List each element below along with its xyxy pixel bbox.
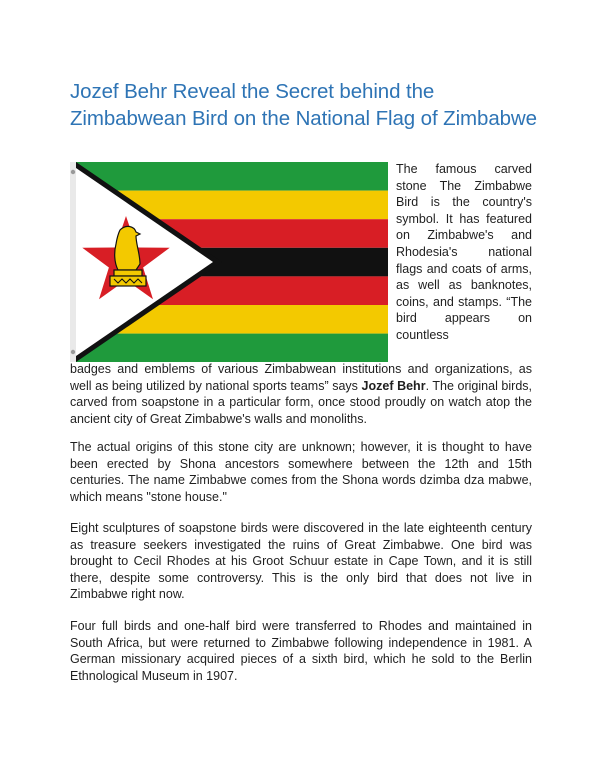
author-name: Jozef Behr [361,378,426,393]
paragraph-intro-continued [70,361,532,427]
flag-stripe-green-2 [76,334,388,362]
intro-text-before: badges and emblems of various Zimbabwean institutions and organizations, as well as being utilized by national sports teams” says [70,362,532,393]
article-title: Jozef Behr Reveal the Secret behind the Zimbabwean Bird on the National Flag of Zimbabwe [70,80,537,130]
paragraph-discovery: Eight sculptures of soapstone birds were discovered in the late eighteenth century as treasure seekers investigated the ruins of Great Zimbabwe. One bird was brought to Cecil Rhodes at his Groot Schuur estate in Cape Town, and it is still there, despite some controversy. This is the only bird that does not live in Zimbabwe right now. [70,521,532,602]
intro-text-after: . The original birds, carved from soapstone in a particular form, once stood proudly on watch atop the ancient city of Great Zimbabwe's walls and monoliths. [70,378,533,426]
flag-grommet-top [71,170,75,174]
paragraph-intro-float: The famous carved stone The Zimbabwe Bird is the country's symbol. It has featured on Zimbabwe's and Rhodesia's national flags and coats of arms, as well as banknotes, coins, and stamps. “The bird appears on countless [396,162,532,342]
paragraph-origins: The actual origins of this stone city are unknown; however, it is thought to have been erected by Shona ancestors somewhere between the 12th and 15th centuries. The name Zimbabwe comes from the Shona words dzimba dza mabwe, which means "stone house." [70,440,532,504]
paragraph-return: Four full birds and one-half bird were transferred to Rhodes and maintained in South Africa, but were returned to Zimbabwe following independence in 1981. A German missionary acquired pieces of a sixth bird, which he sold to the Berlin Ethnological Museum in 1907. [70,619,532,683]
flag-stripe-green-1 [76,162,388,191]
zimbabwe-flag-image [70,162,388,362]
flag-grommet-bottom [71,350,75,354]
flag-sleeve [70,162,76,362]
